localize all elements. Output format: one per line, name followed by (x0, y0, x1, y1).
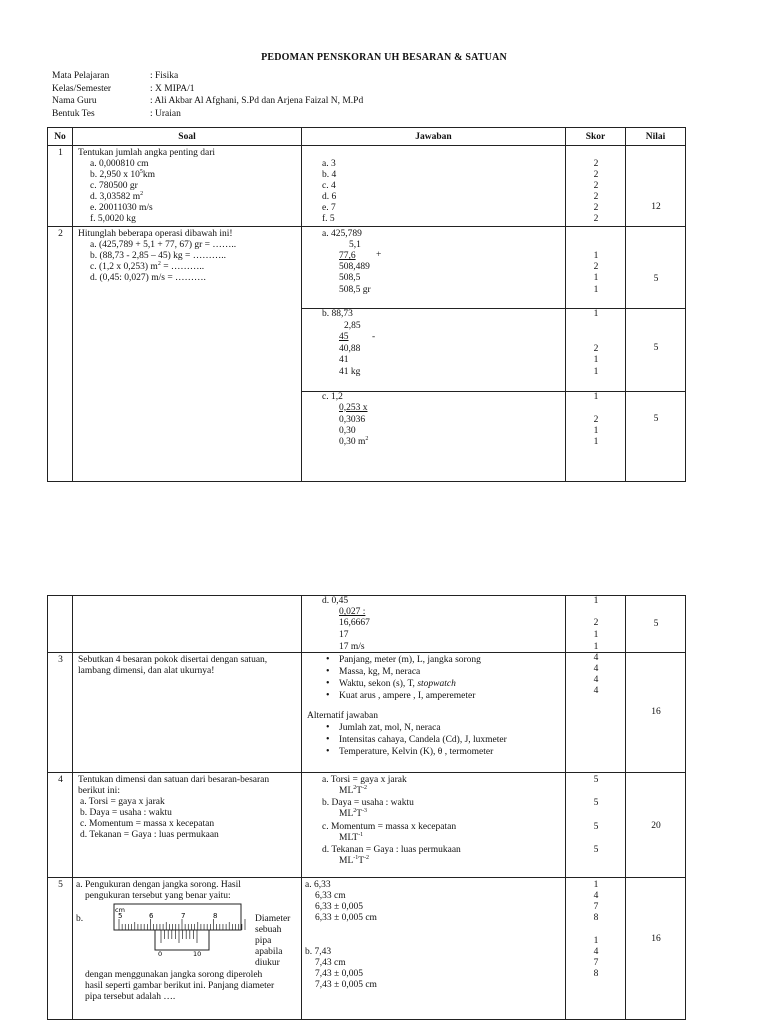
meta-value: : X MIPA/1 (150, 83, 195, 94)
caliper-unit-label: cm (115, 906, 125, 914)
nilai-value: 5 (653, 619, 659, 629)
document-title: PEDOMAN PENSKORAN UH BESARAN & SATUAN (261, 52, 507, 63)
caliper-vernier-scale (155, 930, 209, 950)
question-number: 3 (58, 655, 63, 665)
nilai-value: 5 (653, 343, 659, 354)
question-number: 5 (58, 880, 63, 890)
scoring-table-page1 (47, 127, 686, 482)
caliper-main-label: 6 (149, 912, 154, 920)
caliper-main-label: 7 (181, 912, 186, 920)
table-row: b. 88,73 2,85 45 - 40,88 41 41 kg 1 2 1 1 5 (48, 309, 686, 391)
table-row: 5 a. Pengukuran dengan jangka sorong. Hasil pengukuran tersebut yang benar yaitu: b. cm 5 6 7 8 0 10 Diameter sebuah pipa apabila diukur dengan menggunakan jangka sorong diperoleh hasil seperti gambar berikut ini. Panjang diameter pipa tersebut adalah …. a. 6,33 6,33 cm 6,33 ± 0,005 6,33 ± 0,005 cm b. 7,43 7,43 cm 7,43 ± 0,005 7,43 ± 0,005 cm 1 4 7 8 1 4 7 8 16 (48, 878, 686, 1020)
caliper-main-label: 5 (118, 912, 123, 920)
meta-key: Mata Pelajaran (52, 71, 110, 81)
question-text: Hitunglah beberapa operasi dibawah ini! a. (425,789 + 5,1 + 77, 67) gr = …….. b. (88,73 - 2,85 – 45) kg = ……….. c. (1,2 x 0,253) $m^2$ = ……….. d. (0,45: 0,027) m/s = ………. (78, 229, 237, 283)
table-row: 4 Tentukan dimensi dan satuan dari besaran-besaran berikut ini: a. Torsi = gaya x jarak b. Daya = usaha : waktu c. Momentum = massa x kecepatan d. Tekanan = Gaya : luas permukaan a. Torsi = gaya x jarak $ML^2T^{-2}$ b. Daya = usaha : waktu $ML^2T^{-3}$ c. Momentum = massa x kecepatan $MLT^{-1}$ d. Tekanan = Gaya : luas permukaan $ML^{-1}T^{-2}$ 5 5 5 5 20 (48, 773, 686, 878)
nilai-value: 12 (651, 202, 661, 212)
table-row: d. 0,45 0,027 : 16,6667 17 17 m/s 1 2 1 1 5 (48, 596, 686, 653)
caliper-main-label: 8 (213, 912, 218, 920)
col-header-skor: Skor (566, 128, 626, 146)
caliper-vernier-label: 0 (158, 950, 163, 958)
meta-block (52, 70, 363, 120)
col-header-no: No (48, 128, 73, 146)
col-header-nilai: Nilai (626, 128, 686, 146)
meta-key: Nama Guru (52, 96, 97, 106)
scoring-table-page2 (47, 595, 686, 1020)
table-row: 1 Tentukan jumlah angka penting dari a. 0,000810 cm b. 2,950 x $10^5km$ c. 780500 gr d. 3,03582 $m^2$ e. 20011030 m/s f. 5,0020 kg a. 3 b. 4 c. 4 d. 6 e. 7 f. 5 2 2 2 2 2 2 12 (48, 146, 686, 227)
meta-value: : Uraian (150, 108, 181, 119)
nilai-value: 5 (653, 413, 659, 424)
nilai-value: 5 (653, 274, 659, 284)
vernier-caliper-diagram (113, 903, 273, 959)
meta-value: : Ali Akbar Al Afghani, S.Pd dan Arjena Faizal N, M.Pd (150, 96, 364, 106)
caliper-main-scale (114, 904, 241, 930)
col-header-jawaban: Jawaban (302, 128, 566, 146)
table-row: 2 Hitunglah beberapa operasi dibawah ini! a. (425,789 + 5,1 + 77, 67) gr = …….. b. (88,73 - 2,85 – 45) kg = ……….. c. (1,2 x 0,253) $m^2$ = ……….. d. (0,45: 0,027) m/s = ………. a. 425,789 5,1 77,6 + 508,489 508,5 508,5 gr 1 2 1 1 5 (48, 227, 686, 309)
table-row: 3 Sebutkan 4 besaran pokok disertai dengan satuan, lambang dimensi, dan alat ukurnya! • Panjang, meter (m), L, jangka sorong • Massa, kg, M, neraca • Waktu, sekon (s), T, stopwatch • Kuat arus , ampere , I, amperemeter Alternatif jawaban • Jumlah zat, mol, N, neraca • Intensitas cahaya, Candela (Cd), J, luxmeter • Temperature, Kelvin (K), θ , termometer 4 4 4 4 16 (48, 653, 686, 773)
nilai-value: 20 (651, 821, 661, 831)
question-number: 4 (58, 775, 63, 785)
question-number: 1 (58, 148, 63, 158)
meta-value: : Fisika (150, 71, 179, 81)
table-row: c. 1,2 0,253 x 0,3036 0,30 0,30 $m^2$ 1 2 1 1 5 (48, 391, 686, 481)
caliper-vernier-label: 10 (193, 950, 202, 958)
nilai-value: 16 (651, 707, 661, 717)
col-header-soal: Soal (73, 128, 302, 146)
meta-key: Bentuk Tes (52, 108, 95, 119)
nilai-value: 16 (651, 934, 661, 944)
meta-key: Kelas/Semester (52, 83, 112, 94)
question-number: 2 (58, 229, 63, 239)
